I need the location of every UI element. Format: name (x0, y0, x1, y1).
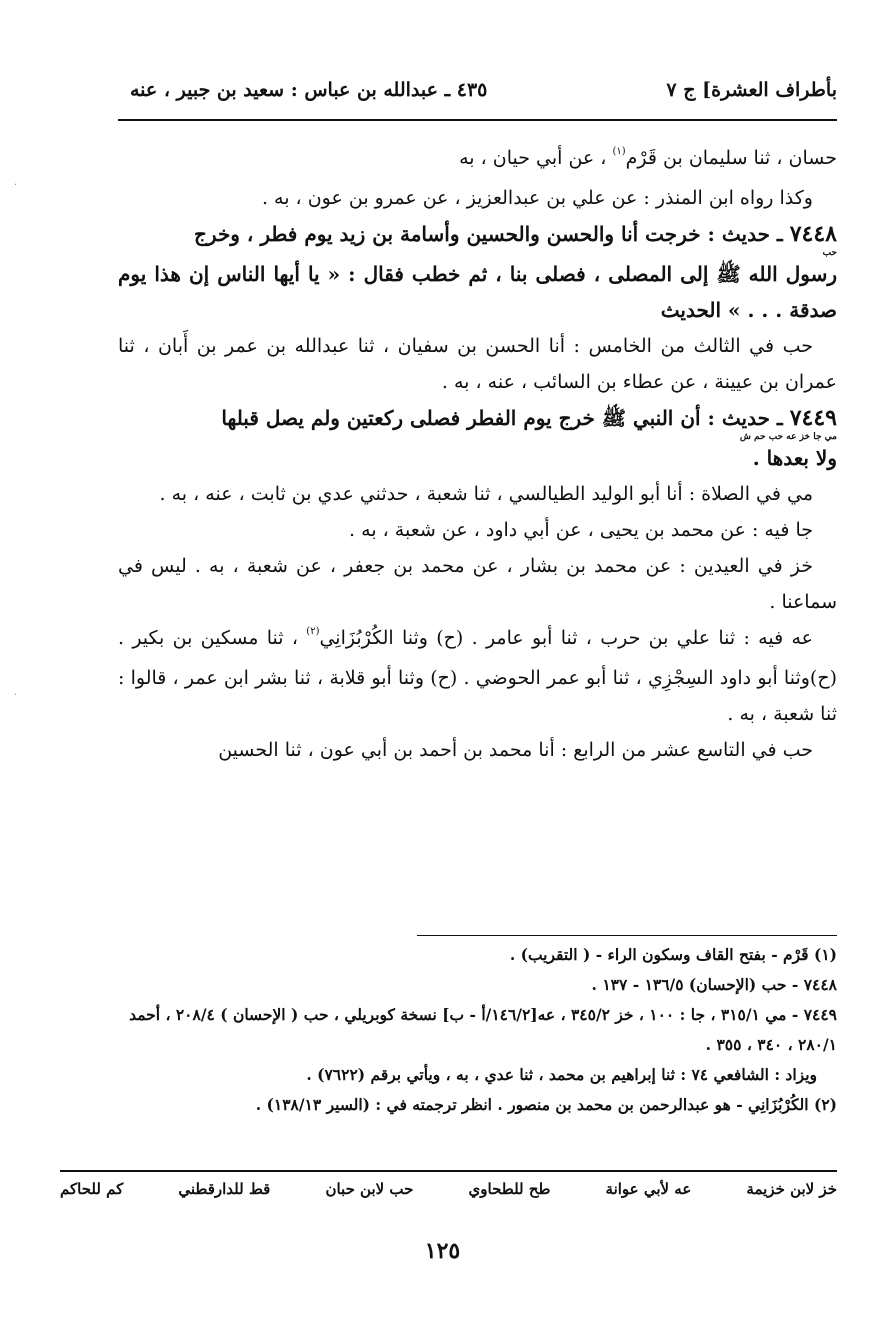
hadith-7448: ٧٤٤٨ ـ حديث : خرجت أنا والحسن والحسين وأسامة بن زيد يوم فطر ، وخرج (194, 221, 837, 247)
isnad-paragraph: خز في العيدين : عن محمد بن بشار ، عن محمد بن جعفر ، عن شعبة ، به . ليس في سماعنا . (118, 555, 837, 613)
margin-dot: · (14, 690, 18, 701)
footnotes (110, 940, 837, 1120)
hadith-number: ٧٤٤٩ (789, 405, 837, 431)
text-line: حسان ، ثنا سليمان بن قَرْم$^{(١)}$ ، عن أبي حيان ، به (459, 146, 837, 169)
isnad-paragraph: عه فيه : ثنا علي بن حرب ، ثنا أبو عامر . (ح) وثنا الكُرْبُزَانِي$^{(٢)}$ ، ثنا مسكين بن بكير . (ح)وثنا أبو داود السِجْزِي ، ثنا أبو عمر الحوضي . (ح) وثنا أبو قلابة ، ثنا بشر ابن عمر ، قالوا : ثنا شعبة ، به . (118, 626, 837, 725)
footnote-ref: (٢) (306, 626, 320, 637)
isnad-paragraph: جا فيه : عن محمد بن يحيى ، عن أبي داود ، عن شعبة ، به . (349, 519, 813, 541)
abbreviation-key (60, 1180, 837, 1198)
header-volume: بأطراف العشرة] ج ٧ (666, 79, 837, 101)
isnad-paragraph: مي في الصلاة : أنا أبو الوليد الطيالسي ، ثنا شعبة ، حدثني عدي بن ثابت ، عنه ، به . (159, 483, 813, 505)
margin-dot: · (14, 180, 18, 191)
hadith-text: رسول الله ﷺ إلى المصلى ، فصلى بنا ، ثم خطب فقال : « يا أيها الناس إن هذا يوم صدقة . . . » الحديث (118, 262, 837, 322)
abbreviation: حب لابن حبان (325, 1180, 414, 1198)
hadith-text: ولا بعدها . (752, 446, 837, 470)
hadith-7449: ٧٤٤٩ ـ حديث : أن النبي ﷺ خرج يوم الفطر فصلى ركعتين ولم يصل قبلها (221, 405, 837, 431)
abbreviation: عه لأبي عوانة (605, 1180, 692, 1198)
footnote: (٢) الكُرْبُزَانِي - هو عبدالرحمن بن محمد بن منصور . انظر ترجمته في : (السير ١٣٨/١٣) . (255, 1095, 837, 1114)
isnad-paragraph: حب في التاسع عشر من الرابع : أنا محمد بن أحمد بن أبي عون ، ثنا الحسين (218, 739, 813, 761)
abbreviation: طح للطحاوي (468, 1180, 551, 1198)
hadith-number: ٧٤٤٨ (789, 221, 837, 247)
source-marks: مي جا خز عه حب حم ش (739, 432, 837, 442)
footnote: (١) قَرْم - بفتح القاف وسكون الراء - ( التقريب) . (509, 945, 837, 964)
footnote: ٧٤٤٨ - حب (الإحسان) ١٣٦/٥ - ١٣٧ . (591, 975, 837, 994)
abbreviation: كم للحاكم (60, 1180, 124, 1198)
footnote: ٧٤٤٩ - مي ٣١٥/١ ، جا : ١٠٠ ، خز ٣٤٥/٢ ، عه[١٤٦/٢/أ - ب] نسخة كوبريلي ، حب ( الإحسان ) ٢٠٨/٤ ، أحمد ٢٨٠/١ ، ٣٤٠ ، ٣٥٥ . (129, 1005, 837, 1054)
footnote-separator (417, 935, 837, 936)
header-rule (118, 119, 837, 121)
source-marks: حب (822, 248, 837, 258)
page-number: ١٢٥ (424, 1238, 461, 1264)
running-header (130, 70, 837, 110)
isnad-paragraph: حب في الثالث من الخامس : أنا الحسن بن سفيان ، ثنا عبدالله بن عمر بن أَبان ، ثنا عمران بن عيينة ، عن عطاء بن السائب ، عنه ، به . (118, 335, 837, 393)
abbreviation: قط للدارقطني (178, 1180, 271, 1198)
bottom-rule (60, 1170, 837, 1172)
header-chapter: ٤٣٥ ـ عبدالله بن عباس : سعيد بن جبير ، عنه (130, 79, 488, 101)
text-line: وكذا رواه ابن المنذر : عن علي بن عبدالعزيز ، عن عمرو بن عون ، به . (261, 187, 813, 209)
abbreviation: خز لابن خزيمة (746, 1180, 837, 1198)
main-text (118, 140, 837, 768)
footnote-ref: (١) (612, 146, 626, 157)
footnote: ويزاد : الشافعي ٧٤ : ثنا إبراهيم بن محمد ، ثنا عدي ، به ، ويأتي برقم (٧٦٢٢) . (306, 1065, 817, 1084)
